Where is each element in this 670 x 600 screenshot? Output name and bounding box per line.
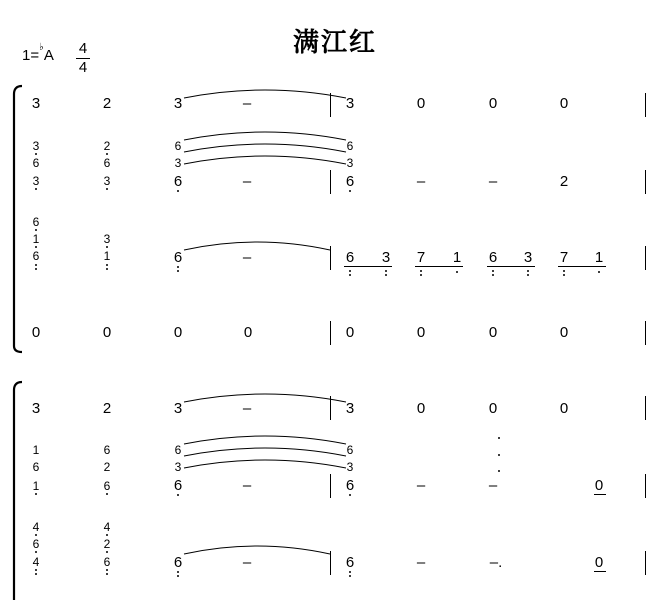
- score-title: 满江红: [292, 28, 377, 58]
- tie: [182, 128, 348, 168]
- note: 3: [345, 400, 355, 417]
- chord-note: 3: [174, 460, 182, 474]
- rest: 0: [559, 400, 569, 417]
- rest: 0: [559, 324, 569, 341]
- barline: [330, 396, 331, 420]
- chord-note: 6: [346, 139, 354, 153]
- rest: 0: [488, 324, 498, 341]
- rest: 0: [488, 400, 498, 417]
- rest: 0: [594, 477, 604, 494]
- chord-note: 6: [103, 443, 111, 457]
- note: 3: [173, 95, 183, 112]
- chord-note: 4: [103, 520, 111, 534]
- barline: [645, 321, 646, 345]
- note: 6: [345, 249, 355, 266]
- rest: 0: [416, 400, 426, 417]
- dash: –: [488, 173, 498, 190]
- note: 1: [452, 249, 462, 266]
- chord-note: 3: [346, 460, 354, 474]
- chord-note: 1: [32, 232, 40, 246]
- chord-note: 6: [174, 139, 182, 153]
- dash: –: [242, 554, 252, 571]
- note: 3: [31, 95, 41, 112]
- dash: –: [242, 95, 252, 112]
- note: 2: [102, 95, 112, 112]
- chord-note: 6: [173, 477, 183, 494]
- chord-note: 2: [103, 537, 111, 551]
- barline: [330, 474, 331, 498]
- note: 3: [381, 249, 391, 266]
- chord-note: 3: [32, 174, 40, 188]
- chord-note: 6: [173, 173, 183, 190]
- note: 6: [173, 554, 183, 571]
- chord-note: 1: [103, 249, 111, 263]
- time-signature: 4 4: [76, 40, 90, 77]
- tie: [182, 432, 348, 472]
- chord-note: 3: [32, 139, 40, 153]
- chord-note: 6: [32, 537, 40, 551]
- note: 1: [594, 249, 604, 266]
- chord-note: 6: [345, 173, 355, 190]
- chord-note: 6: [103, 479, 111, 493]
- note: 2: [559, 173, 569, 190]
- chord-note: 6: [103, 156, 111, 170]
- rest: 0: [345, 324, 355, 341]
- chord-note: 2: [103, 460, 111, 474]
- note: 6: [345, 554, 355, 571]
- chord-note: 3: [103, 174, 111, 188]
- dotted-dash: –.: [489, 554, 503, 571]
- chord-note: 3: [103, 232, 111, 246]
- note: 3: [345, 95, 355, 112]
- chord-note: 1: [32, 443, 40, 457]
- chord-note: 4: [32, 555, 40, 569]
- note: 6: [488, 249, 498, 266]
- rest: 0: [31, 324, 41, 341]
- barline: [645, 551, 646, 575]
- note: 3: [523, 249, 533, 266]
- rest: 0: [102, 324, 112, 341]
- chord-note: 2: [103, 139, 111, 153]
- rest: 0: [416, 324, 426, 341]
- chord-note: 6: [32, 156, 40, 170]
- chord-note: 6: [174, 443, 182, 457]
- tie: [182, 390, 348, 404]
- dash: –: [242, 400, 252, 417]
- chord-note: 4: [32, 520, 40, 534]
- dash: –: [488, 477, 498, 494]
- rest: 0: [173, 324, 183, 341]
- barline: [330, 551, 331, 575]
- note: 7: [559, 249, 569, 266]
- chord-note: 3: [174, 156, 182, 170]
- rest: 0: [594, 554, 604, 571]
- tie: [182, 238, 332, 252]
- dash: –: [242, 249, 252, 266]
- dash: –: [242, 173, 252, 190]
- chord-note: 6: [346, 443, 354, 457]
- note: 6: [173, 249, 183, 266]
- note: 3: [31, 400, 41, 417]
- chord-note: 3: [346, 156, 354, 170]
- barline: [330, 246, 331, 270]
- chord-note: 6: [32, 249, 40, 263]
- note: 7: [416, 249, 426, 266]
- note: 3: [173, 400, 183, 417]
- rest: 0: [243, 324, 253, 341]
- chord-note: 6: [103, 555, 111, 569]
- dash: –: [416, 173, 426, 190]
- tie: [182, 86, 348, 100]
- system-bracket: [10, 84, 24, 354]
- note: 2: [102, 400, 112, 417]
- rest: 0: [488, 95, 498, 112]
- barline: [330, 170, 331, 194]
- barline: [645, 474, 646, 498]
- rest: 0: [416, 95, 426, 112]
- dash: –: [416, 477, 426, 494]
- dash: –: [416, 554, 426, 571]
- chord-note: 1: [32, 479, 40, 493]
- chord-note: 6: [345, 477, 355, 494]
- chord-note: 6: [32, 460, 40, 474]
- rest: 0: [559, 95, 569, 112]
- barline: [645, 396, 646, 420]
- system-bracket: [10, 380, 24, 600]
- chord-note: 6: [32, 215, 40, 229]
- key-signature: 1=♭A: [22, 42, 54, 64]
- barline: [330, 93, 331, 117]
- dash: –: [242, 477, 252, 494]
- tie: [182, 542, 332, 556]
- barline: [645, 170, 646, 194]
- barline: [645, 246, 646, 270]
- barline: [330, 321, 331, 345]
- barline: [645, 93, 646, 117]
